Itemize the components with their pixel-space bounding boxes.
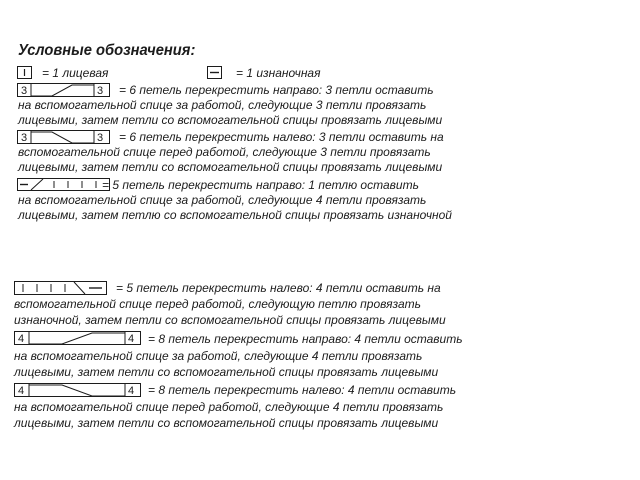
cable-3-3-right-line-1: = 6 петель перекрестить направо: 3 петли оставить	[119, 83, 434, 97]
cable-3-3-left-line-2: вспомогательной спице перед работой, следующие 3 петли провязать	[18, 145, 431, 159]
cable-3-3-right-line-3: лицевыми, затем петли со вспомогательной спицы провязать лицевыми	[18, 113, 443, 127]
cable-3-3-left-count-left: 3	[21, 132, 28, 144]
cable-4-4-right-count-left: 4	[18, 333, 25, 345]
cable-4-4-left-count-left: 4	[18, 385, 25, 397]
cable-4-4-left-count-right: 4	[128, 385, 135, 397]
cross-1-4-right-line-2: на вспомогательной спице за работой, следующие 4 петли провязать	[18, 193, 427, 207]
cable-3-3-right-count-right: 3	[97, 85, 104, 97]
cross-4-1-left-line-3: изнаночной, затем петли со вспомогательной спицы провязать лицевыми	[14, 313, 446, 327]
purl-stitch-label: = 1 изнаночная	[236, 66, 321, 80]
cable-4-4-right-count-right: 4	[128, 333, 135, 345]
cable-4-4-left-symbol	[14, 383, 142, 399]
cable-4-4-right-symbol	[14, 331, 142, 347]
cable-4-4-left-line-2: на вспомогательной спице перед работой, следующие 4 петли провязать	[14, 400, 444, 414]
cable-4-4-left-line-1: = 8 петель перекрестить налево: 4 петли оставить	[148, 383, 457, 397]
purl-stitch-symbol	[207, 66, 223, 80]
cable-4-4-right-line-2: на вспомогательной спице за работой, следующие 4 петли провязать	[14, 349, 423, 363]
cable-4-4-right-line-3: лицевыми, затем петли со вспомогательной спицы провязать лицевыми	[14, 365, 439, 379]
cable-4-4-right-line-1: = 8 петель перекрестить направо: 4 петли оставить	[148, 332, 463, 346]
knit-stitch-label: = 1 лицевая	[42, 66, 109, 80]
cross-1-4-right-line-3: лицевыми, затем петлю со вспомогательной спицы провязать изнаночной	[18, 208, 452, 222]
cable-3-3-right-count-left: 3	[21, 85, 28, 97]
cross-1-4-right-symbol	[17, 176, 111, 192]
cable-3-3-left-symbol	[17, 130, 111, 146]
cable-3-3-right-line-2: на вспомогательной спице за работой, следующие 3 петли провязать	[18, 98, 427, 112]
legend-title: Условные обозначения:	[18, 42, 196, 59]
cross-4-1-left-line-1: = 5 петель перекрестить налево: 4 петли оставить на	[116, 281, 441, 295]
cable-3-3-right-symbol	[17, 83, 111, 99]
cross-1-4-right-line-1: = 5 петель перекрестить направо: 1 петлю оставить	[102, 178, 419, 192]
cross-4-1-left-line-2: вспомогательной спице перед работой, следующую петлю провязать	[14, 297, 421, 311]
cable-4-4-left-line-3: лицевыми, затем петли со вспомогательной спицы провязать лицевыми	[14, 416, 439, 430]
knit-stitch-symbol	[17, 66, 33, 80]
cable-3-3-left-line-1: = 6 петель перекрестить налево: 3 петли оставить на	[119, 130, 444, 144]
cable-3-3-left-line-3: лицевыми, затем петли со вспомогательной спицы провязать лицевыми	[18, 160, 443, 174]
cable-3-3-left-count-right: 3	[97, 132, 104, 144]
cross-4-1-left-symbol	[14, 281, 108, 297]
